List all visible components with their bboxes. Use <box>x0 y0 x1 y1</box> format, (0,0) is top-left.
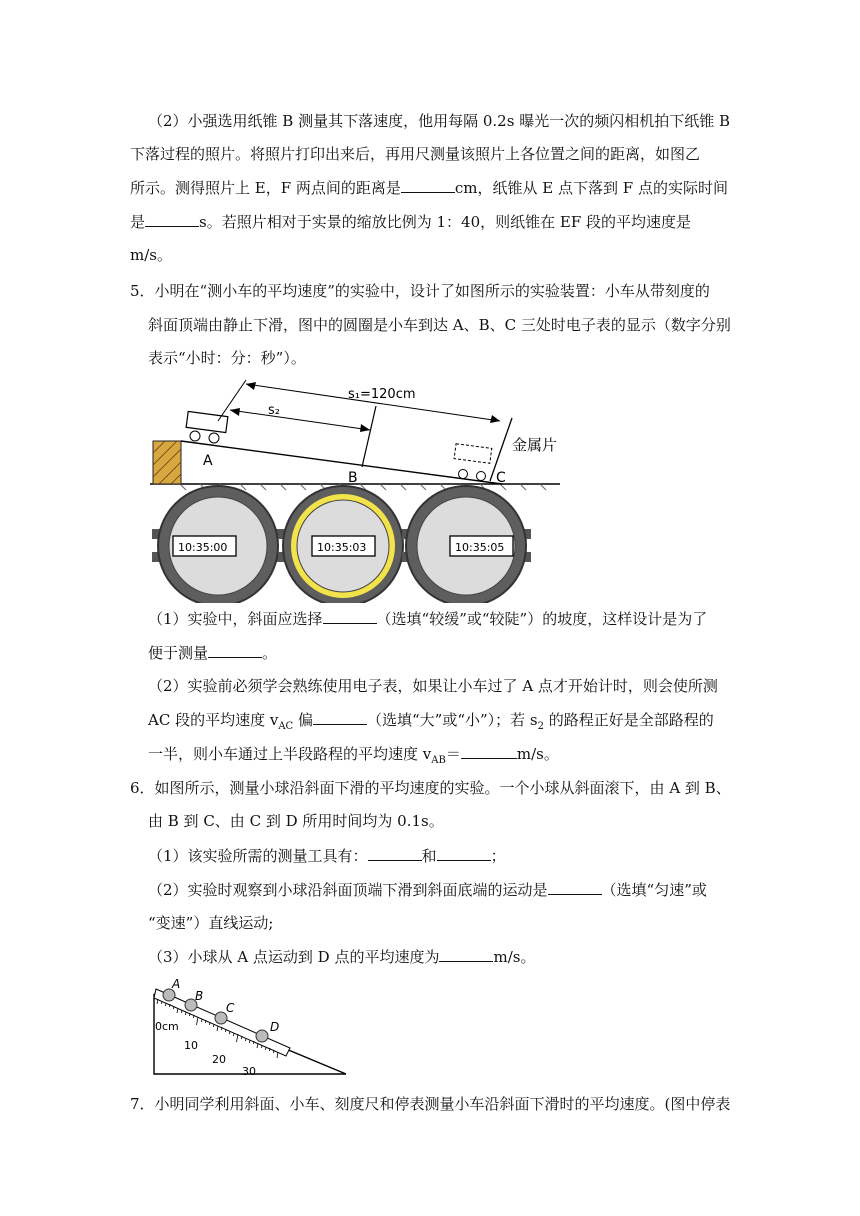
stopwatch-a <box>152 486 284 603</box>
q5-text: （选填“大”或“小”）；若 s <box>366 711 538 729</box>
q6-text: （3）小球从 A 点运动到 D 点的平均速度为 <box>148 948 440 966</box>
q5-part1-line2 <box>148 642 277 663</box>
answer-blank[interactable] <box>437 860 491 861</box>
q5-stem-line1: 5．小明在“测小车的平均速度”的实验中，设计了如图所示的实验装置：小车从带刻度的 <box>130 282 710 300</box>
q5-part1-line1 <box>148 608 707 629</box>
s1-label: s₁=120cm <box>348 387 416 402</box>
q5-part2-line3 <box>148 743 559 766</box>
q5-text: 一半，则小车通过上半段路程的平均速度 v <box>148 745 432 763</box>
q5-subscript: AC <box>278 721 294 732</box>
q7-stem-line1: 7．小明同学利用斜面、小车、刻度尺和停表测量小车沿斜面下滑时的平均速度。(图中停表 <box>130 1095 731 1113</box>
q4-part2-line2: 下落过程的照片。将照片打印出来后，再用尺测量该照片上各位置之间的距离，如图乙 <box>130 145 701 163</box>
q6-ruler-incline-figure <box>148 978 353 1078</box>
clock-a-time: 10:35:00 <box>178 541 228 554</box>
q5-part2-line1: （2）实验前必须学会熟练使用电子表，如果让小车过了 A 点才开始计时，则会使所测 <box>148 677 718 695</box>
answer-blank[interactable] <box>439 961 493 962</box>
ball-b-label: B <box>195 989 204 1003</box>
answer-blank[interactable] <box>323 623 377 624</box>
incline-surface <box>181 441 502 484</box>
point-c-label: C <box>496 470 506 486</box>
s2-arrow-line <box>230 410 370 430</box>
q4-text: 所示。测得照片上 E，F 两点间的距离是 <box>130 179 401 197</box>
q5-text: （选填“较缓”或“较陡”）的坡度，这样设计是为了 <box>376 610 708 628</box>
q6-text: （选填“匀速”或 <box>601 881 707 899</box>
clock-c-time: 10:35:05 <box>455 541 505 554</box>
q5-text: m/s。 <box>516 745 559 763</box>
q4-part2-line1: （2）小强选用纸锥 B 测量其下落速度，他用每隔 0.2s 曝光一次的频闪相机拍下纸锥 B <box>148 112 730 130</box>
q6-text: m/s。 <box>493 948 536 966</box>
s2-label: s₂ <box>268 403 280 418</box>
answer-blank[interactable] <box>145 226 199 227</box>
q5-part2-line2 <box>148 709 714 732</box>
answer-blank[interactable] <box>208 657 262 658</box>
q6-text: （2）实验时观察到小球沿斜面顶端下滑到斜面底端的运动是 <box>148 881 548 899</box>
ball-d-label: D <box>270 1020 280 1034</box>
s1-start-tick <box>218 380 246 421</box>
q4-text: cm，纸锥从 E 点下落到 F 点的实际时间 <box>454 179 728 197</box>
q6-stem-line2: 由 B 到 C、由 C 到 D 所用时间均为 0.1s。 <box>148 812 444 830</box>
answer-blank[interactable] <box>401 192 455 193</box>
q6-part2-line1 <box>148 879 707 900</box>
s2-arrowhead-right <box>360 424 370 432</box>
tick-30: 30 <box>242 1065 256 1078</box>
s2-arrowhead-left <box>230 408 240 416</box>
q6-text: （1）该实验所需的测量工具有： <box>148 847 368 865</box>
q6-part1 <box>148 845 506 866</box>
answer-blank[interactable] <box>548 894 602 895</box>
q5-subscript: 2 <box>537 721 544 732</box>
answer-blank[interactable] <box>368 860 422 861</box>
metal-plate-label: 金属片 <box>512 436 558 454</box>
tick-0cm: 0cm <box>155 1020 179 1033</box>
q5-stem-line2: 斜面顶端由静止下滑，图中的圆圈是小车到达 A、B、C 三处时电子表的显示（数字分别 <box>148 316 731 334</box>
q4-text: s。若照片相对于实景的缩放比例为 1：40，则纸锥在 EF 段的平均速度是 <box>199 213 692 231</box>
s1-arrowhead-right <box>490 415 500 423</box>
q6-stem-line1: 6．如图所示，测量小球沿斜面下滑的平均速度的实验。一个小球从斜面滚下，由 A 到 B、 <box>130 779 731 797</box>
point-b-label: B <box>348 470 358 486</box>
q4-part2-line4 <box>130 211 691 232</box>
q5-text: 。 <box>262 644 278 662</box>
clock-b-time: 10:35:03 <box>317 541 367 554</box>
q5-text: （1）实验中，斜面应选择 <box>148 610 323 628</box>
answer-blank[interactable] <box>461 758 517 759</box>
q5-text: 的路程正好是全部路程的 <box>544 711 714 729</box>
point-a-label: A <box>203 453 213 469</box>
q6-part2-line2: “变速”）直线运动; <box>148 914 274 932</box>
s1-arrowhead-left <box>246 382 256 390</box>
tick-10: 10 <box>184 1039 198 1052</box>
q6-text: ； <box>490 847 506 865</box>
tick-20: 20 <box>212 1053 226 1066</box>
q4-part2-line3 <box>130 177 728 198</box>
ball-c-label: C <box>226 1001 235 1015</box>
ball-d <box>256 1030 268 1042</box>
q5-incline-figure <box>150 378 570 603</box>
marker-b <box>362 406 376 467</box>
answer-blank[interactable] <box>313 724 367 725</box>
q5-text: 偏 <box>293 711 313 729</box>
cart-at-c <box>454 444 492 481</box>
q5-subscript: AB <box>431 755 446 766</box>
ball-a-label: A <box>172 978 181 991</box>
q5-stem-line3: 表示“小时：分：秒”）。 <box>148 349 306 367</box>
stopwatch-c <box>402 486 531 603</box>
q5-text: 便于测量 <box>148 644 209 662</box>
q5-text: ＝ <box>445 745 461 763</box>
q5-text: AC 段的平均速度 v <box>148 711 279 729</box>
q6-part3 <box>148 946 535 967</box>
stopwatch-b <box>278 486 408 603</box>
q4-part2-line5: m/s。 <box>130 246 172 264</box>
q4-text: 是 <box>130 213 146 231</box>
q6-text: 和 <box>421 847 437 865</box>
